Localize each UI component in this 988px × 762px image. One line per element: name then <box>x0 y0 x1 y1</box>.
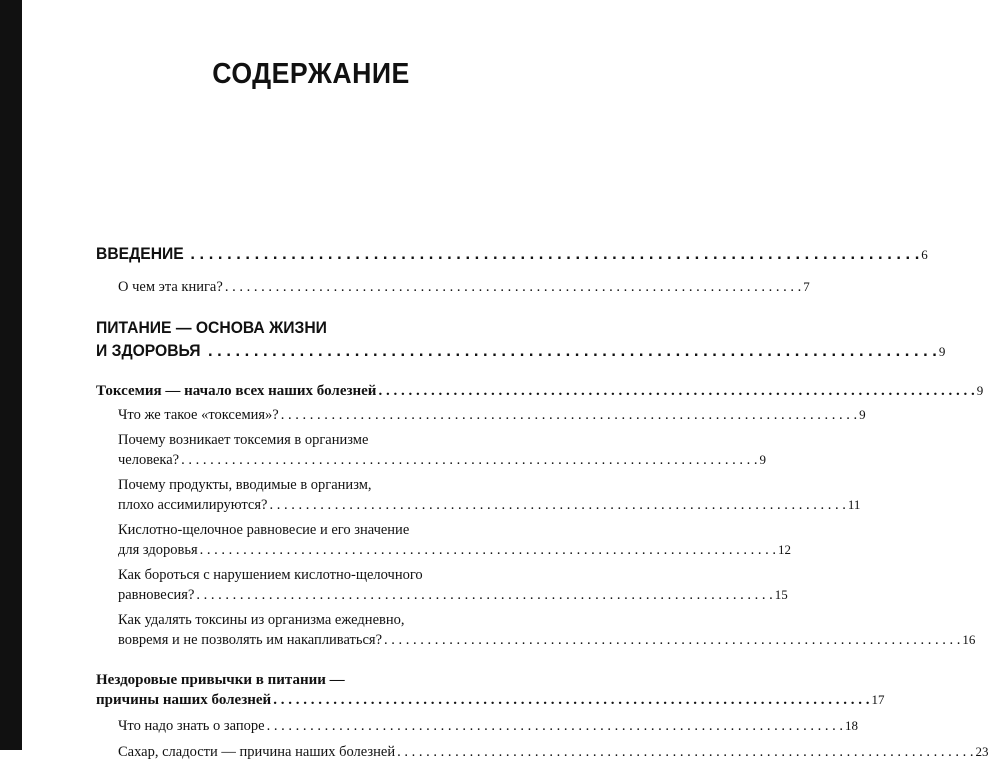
toc-entry-title-line: Сахар, сладости — причина наших болезней <box>118 744 396 760</box>
toc-entry-line <box>96 381 984 401</box>
dot-leader <box>273 690 869 710</box>
page-title: СОДЕРЖАНИЕ <box>212 58 410 90</box>
dot-leader <box>281 405 857 425</box>
toc-entry-line <box>118 742 988 762</box>
toc-entry-line <box>118 495 861 515</box>
toc-page-number: 11 <box>847 497 861 512</box>
toc-entry <box>96 244 928 265</box>
toc-page-number: 18 <box>844 718 858 733</box>
toc-page-number: 6 <box>921 247 928 262</box>
toc-entry <box>96 610 976 650</box>
toc-page-number: 15 <box>774 587 788 602</box>
toc-entry <box>96 405 866 425</box>
toc-entry-title-line: О чем эта книга? <box>118 279 223 295</box>
toc-entry-line <box>118 716 858 736</box>
toc-entry <box>96 381 984 401</box>
toc-entry-title-line: причины наших болезней <box>96 692 272 708</box>
toc-entry-line <box>96 244 928 265</box>
toc-entry-line <box>118 630 976 650</box>
toc-entry-title-line: ВВЕДЕНИЕ <box>96 245 184 263</box>
table-of-contents <box>96 244 988 762</box>
dot-leader <box>181 450 757 470</box>
toc-page-number: 7 <box>803 279 810 294</box>
toc-entry-line <box>118 277 810 297</box>
toc-entry <box>96 565 788 605</box>
toc-entry-title-line: Нездоровые привычки в питании — <box>96 672 345 688</box>
toc-entry-title-line: Что надо знать о запоре <box>118 718 265 734</box>
toc-page-number: 9 <box>938 344 946 359</box>
dot-leader <box>190 244 919 264</box>
toc-entry <box>96 430 766 470</box>
dot-leader <box>397 742 973 762</box>
toc-page-number: 9 <box>759 452 766 467</box>
toc-entry <box>96 670 885 710</box>
dot-leader <box>378 381 974 401</box>
toc-entry <box>96 520 792 560</box>
toc-entry-title-line: И ЗДОРОВЬЯ <box>96 342 201 360</box>
toc-entry-line <box>118 585 788 605</box>
dot-leader <box>269 495 845 515</box>
toc-entry <box>96 277 810 297</box>
toc-entry-title-line: равновесия? <box>118 587 195 603</box>
toc-page-number: 16 <box>962 632 976 647</box>
toc-page-number: 17 <box>871 692 885 707</box>
toc-entry-title-line: ПИТАНИЕ — ОСНОВА ЖИЗНИ <box>96 319 327 337</box>
toc-entry-title-line: Почему продукты, вводимые в организм, <box>118 477 372 493</box>
toc-entry <box>96 317 946 363</box>
toc-entry-title-line: Почему возникает токсемия в организме <box>118 432 369 448</box>
toc-entry-title-line: для здоровья <box>118 542 198 558</box>
dot-leader <box>384 630 960 650</box>
toc-entry-title-line: плохо ассимилируются? <box>118 497 268 513</box>
toc-page-number: 12 <box>778 542 792 557</box>
toc-page-number: 9 <box>859 407 866 422</box>
toc-entry-title-line: Токсемия — начало всех наших болезней <box>96 383 377 399</box>
toc-entry-title-line: Что же такое «токсемия»? <box>118 407 279 423</box>
toc-entry-title-line: человека? <box>118 452 180 468</box>
dot-leader <box>200 540 776 560</box>
toc-entry-line <box>96 690 885 710</box>
toc-entry <box>96 475 861 515</box>
toc-entry-line <box>118 540 792 560</box>
scan-edge-shadow <box>0 0 22 750</box>
toc-entry-line <box>96 340 946 363</box>
toc-entry <box>96 716 858 736</box>
toc-entry-title-line: Как удалять токсины из организма ежедневно, <box>118 612 405 628</box>
toc-entry-line <box>118 405 866 425</box>
toc-entry-title-line: Как бороться с нарушением кислотно-щелочного <box>118 567 423 583</box>
toc-page-number: 9 <box>976 383 984 398</box>
dot-leader <box>196 585 772 605</box>
toc-entry <box>96 742 988 762</box>
toc-page-number: 23 <box>975 744 988 759</box>
dot-leader <box>208 340 937 363</box>
toc-entry-line <box>118 450 766 470</box>
dot-leader <box>267 716 843 736</box>
toc-entry-title-line: вовремя и не позволять им накапливаться? <box>118 632 383 648</box>
dot-leader <box>225 277 801 297</box>
toc-entry-title-line: Кислотно-щелочное равновесие и его значение <box>118 522 410 538</box>
